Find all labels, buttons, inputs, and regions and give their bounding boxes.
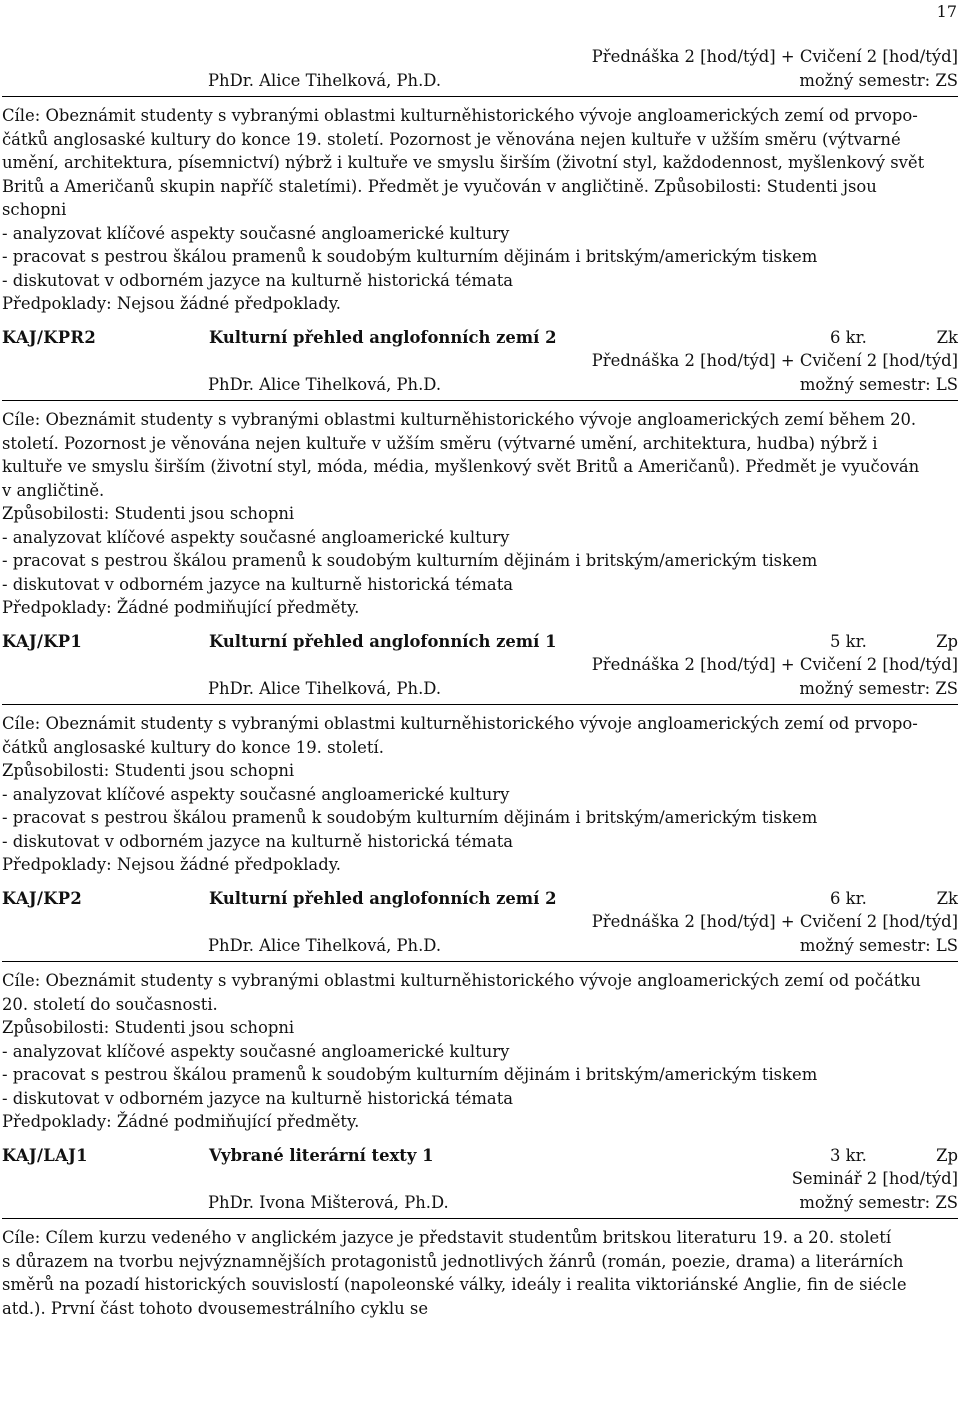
goals-line: Cíle: Obeznámit studenty s vybranými oblastmi kulturněhistorického vývoje angloamerických zemí od prvopo- [2,714,918,733]
skill-item: - diskutovat v odborném jazyce na kulturně historická témata [2,574,514,594]
course-title: Kulturní přehled anglofonních zemí 2 [209,327,557,347]
course-code: KAJ/KPR2 [2,327,97,347]
semester: možný semestr: ZS [799,678,958,698]
divider [2,1218,958,1219]
skill-item: - diskutovat v odborném jazyce na kulturně historická témata [2,270,514,290]
lecturer-row [2,69,958,93]
semester: možný semestr: LS [799,374,958,394]
prerequisites: Předpoklady: Nejsou žádné předpoklady. [2,855,341,874]
lecture-format: Seminář 2 [hod/týd] [791,1169,958,1188]
skills-intro: Způsobilosti: Studenti jsou schopni [2,1018,295,1037]
lecturer-name: PhDr. Alice Tihelková, Ph.D. [208,374,442,394]
course-continuation [2,45,958,316]
lecturer-name: PhDr. Alice Tihelková, Ph.D. [208,678,442,698]
skill-item: - analyzovat klíčové aspekty současné angloamerické kultury [2,784,510,804]
lecturer-row [2,373,958,397]
course-title: Vybrané literární texty 1 [209,1145,434,1165]
goals-line: v angličtině. [2,480,105,500]
goals-line: 20. století do současnosti. [2,994,218,1014]
goals-line: Cíle: Obeznámit studenty s vybranými oblastmi kulturněhistorického vývoje angloamerických zemí od počátku [2,971,921,990]
divider [2,704,958,705]
skill-item: - analyzovat klíčové aspekty současné angloamerické kultury [2,1041,510,1061]
course-completion: Zk [936,327,958,347]
course-header [2,326,958,350]
skill-item: - analyzovat klíčové aspekty současné angloamerické kultury [2,223,510,243]
semester: možný semestr: ZS [799,1192,958,1212]
course-title: Kulturní přehled anglofonních zemí 1 [209,631,557,651]
prerequisites: Předpoklady: Nejsou žádné předpoklady. [2,294,341,313]
course-code: KAJ/KP1 [2,631,83,651]
course-completion: Zp [936,1145,958,1165]
goals-line: Cíle: Obeznámit studenty s vybranými oblastmi kulturněhistorického vývoje angloamerických zemí od prvopo- [2,106,918,125]
lecturer-name: PhDr. Ivona Mišterová, Ph.D. [208,1192,449,1212]
skills-intro: Způsobilosti: Studenti jsou schopni [2,761,295,780]
skill-item: - pracovat s pestrou škálou pramenů k soudobým kulturním dějinám i britským/americkým tiskem [2,1065,818,1084]
course-code: KAJ/LAJ1 [2,1145,88,1165]
semester: možný semestr: LS [799,935,958,955]
skill-item: - diskutovat v odborném jazyce na kulturně historická témata [2,1088,514,1108]
goals-line: století. Pozornost je věnována nejen kultuře v užším směru (výtvarné umění, architektura, hudba) nýbrž i [2,433,878,453]
skills-intro: Způsobilosti: Studenti jsou schopni [2,504,295,523]
course-credits: 3 kr. [830,1145,867,1165]
semester: možný semestr: ZS [799,70,958,90]
goals-line: Britů a Američanů skupin napříč staletími). Předmět je vyučován v angličtině. Způsobilosti: Studenti jsou [2,176,877,196]
course-kaj-laj1 [2,1144,958,1321]
course-kaj-kp1 [2,630,958,877]
course-kaj-kpr2 [2,326,958,620]
prerequisites: Předpoklady: Žádné podmiňující předměty. [2,1112,360,1131]
skill-item: - pracovat s pestrou škálou pramenů k soudobým kulturním dějinám i britským/americkým tiskem [2,808,818,827]
course-header [2,630,958,654]
goals-line: Cíle: Cílem kurzu vedeného v anglickém jazyce je představit studentům britskou literaturu 19. a 20. století [2,1228,892,1247]
course-header [2,1144,958,1168]
lecture-format: Přednáška 2 [hod/týd] + Cvičení 2 [hod/týd] [591,912,958,931]
course-credits: 6 kr. [830,327,867,347]
page-content [2,45,958,1320]
course-code: KAJ/KP2 [2,888,83,908]
lecture-format: Přednáška 2 [hod/týd] + Cvičení 2 [hod/týd] [591,655,958,674]
page-number: 17 [936,2,957,21]
prerequisites: Předpoklady: Žádné podmiňující předměty. [2,598,360,617]
divider [2,961,958,962]
lecturer-row [2,934,958,958]
course-title: Kulturní přehled anglofonních zemí 2 [209,888,557,908]
goals-line: schopni [2,200,67,219]
lecture-format: Přednáška 2 [hod/týd] + Cvičení 2 [hod/týd] [591,351,958,370]
course-completion: Zk [936,888,958,908]
skill-item: - pracovat s pestrou škálou pramenů k soudobým kulturním dějinám i britským/americkým tiskem [2,551,818,570]
goals-line: směrů na pozadí historických souvislostí (napoleonské války, ideály i realita viktoriánské Anglie, fin de siécle [2,1275,907,1294]
course-credits: 6 kr. [830,888,867,908]
skill-item: - analyzovat klíčové aspekty současné angloamerické kultury [2,527,510,547]
skill-item: - diskutovat v odborném jazyce na kulturně historická témata [2,831,514,851]
divider [2,400,958,401]
goals [2,104,958,222]
lecture-format: Přednáška 2 [hod/týd] + Cvičení 2 [hod/týd] [591,47,958,66]
goals-line: Cíle: Obeznámit studenty s vybranými oblastmi kulturněhistorického vývoje angloamerických zemí během 20. [2,410,917,429]
goals-line: čátků anglosaské kultury do konce 19. století. [2,737,384,757]
course-completion: Zp [936,631,958,651]
lecturer-row [2,1191,958,1215]
goals-line: atd.). První část tohoto dvousemestrálního cyklu se [2,1298,429,1318]
lecturer-name: PhDr. Alice Tihelková, Ph.D. [208,70,442,90]
goals-line: s důrazem na tvorbu nejvýznamnějších protagonistů jednotlivých žánrů (román, poezie, drama) a literárních [2,1251,904,1271]
course-credits: 5 kr. [830,631,867,651]
lecturer-row [2,677,958,701]
course-kaj-kp2 [2,887,958,1134]
skill-item: - pracovat s pestrou škálou pramenů k soudobým kulturním dějinám i britským/americkým tiskem [2,247,818,266]
course-header [2,887,958,911]
goals-line: umění, architektura, písemnictví) nýbrž i kultuře ve smyslu širším (životní styl, každodennost, myšlenkový svět [2,153,925,172]
goals-line: čátků anglosaské kultury do konce 19. století. Pozornost je věnována nejen kultuře v užším směru (výtvarné [2,129,901,149]
lecturer-name: PhDr. Alice Tihelková, Ph.D. [208,935,442,955]
goals-line: kultuře ve smyslu širším (životní styl, móda, média, myšlenkový svět Britů a Američanů). Předmět je vyučován [2,457,920,476]
divider [2,96,958,97]
